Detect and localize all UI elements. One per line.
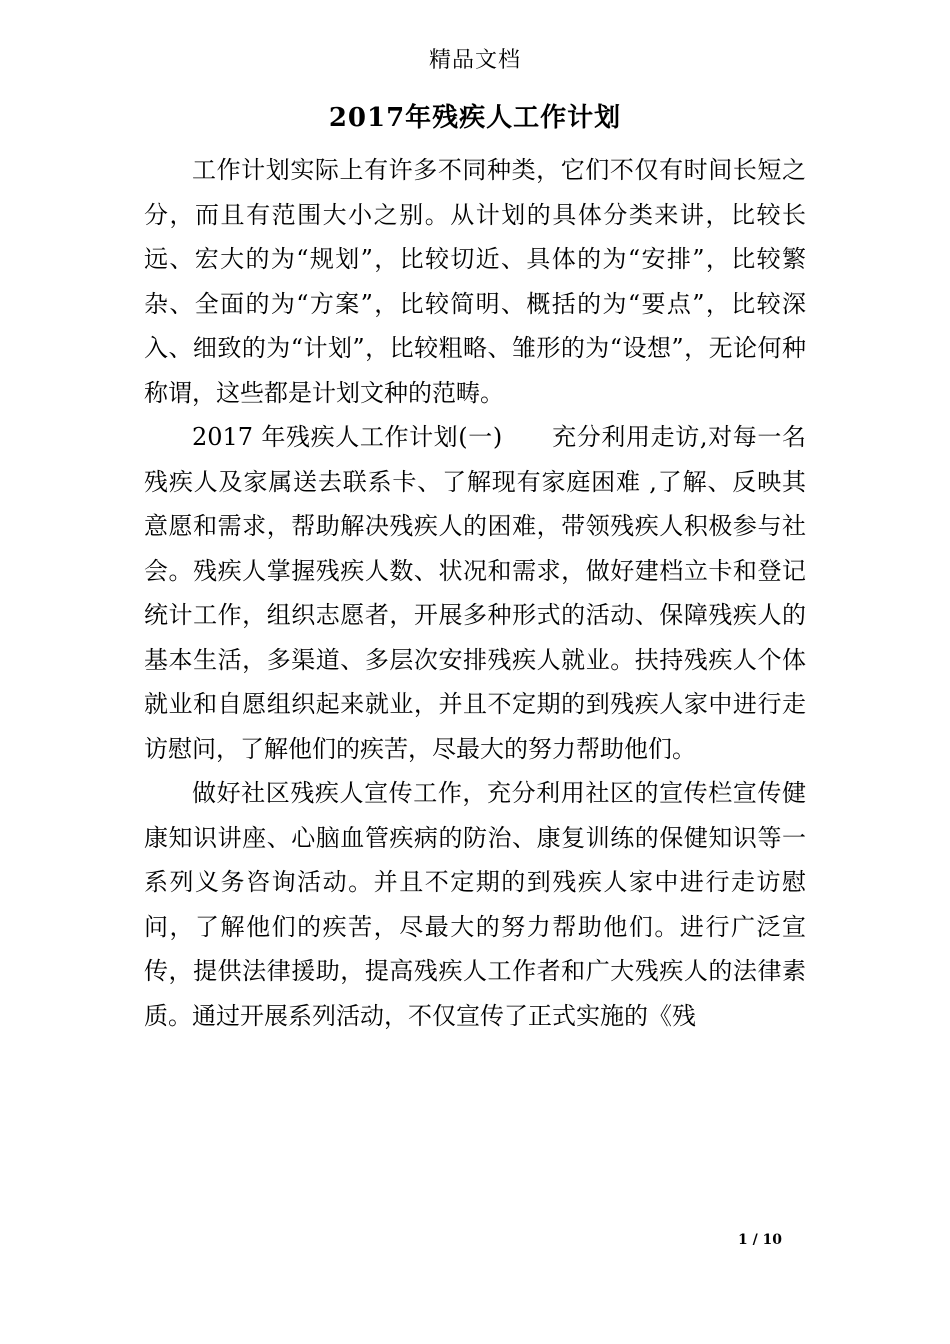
- document-body: [144, 148, 806, 1038]
- paragraph-plan-one: 2017 年残疾人工作计划(一) 充分利用走访,对每一名残疾人及家属送去联系卡、了解现有家庭困难 ,了解、反映其意愿和需求，帮助解决残疾人的困难，带领残疾人积极参与社会。残疾人掌握残疾人数、状况和需求，做好建档立卡和登记统计工作，组织志愿者，开展多种形式的活动、保障残疾人的基本生活，多渠道、多层次安排残疾人就业。扶持残疾人个体就业和自愿组织起来就业，并且不定期的到残疾人家中进行走访慰问，了解他们的疾苦，尽最大的努力帮助他们。: [144, 423, 806, 763]
- page-number: 1 / 10: [737, 1232, 783, 1248]
- paragraph-publicity: 做好社区残疾人宣传工作，充分利用社区的宣传栏宣传健康知识讲座、心脑血管疾病的防治、康复训练的保健知识等一系列义务咨询活动。并且不定期的到残疾人家中进行走访慰问，了解他们的疾苦，尽最大的努力帮助他们。进行广泛宣传，提供法律援助，提高残疾人工作者和广大残疾人的法律素质。通过开展系列活动，不仅宣传了正式实施的《残: [144, 779, 806, 1030]
- document-title: 2017年残疾人工作计划: [328, 103, 622, 133]
- paragraph-intro: 工作计划实际上有许多不同种类，它们不仅有时间长短之分，而且有范围大小之别。从计划的具体分类来讲，比较长远、宏大的为“规划”，比较切近、具体的为“安排”，比较繁杂、全面的为“方案”，比较简明、概括的为“要点”，比较深入、细致的为“计划”，比较粗略、雏形的为“设想”，无论何种称谓，这些都是计划文种的范畴。: [144, 156, 806, 407]
- page-header: 精品文档: [428, 48, 521, 73]
